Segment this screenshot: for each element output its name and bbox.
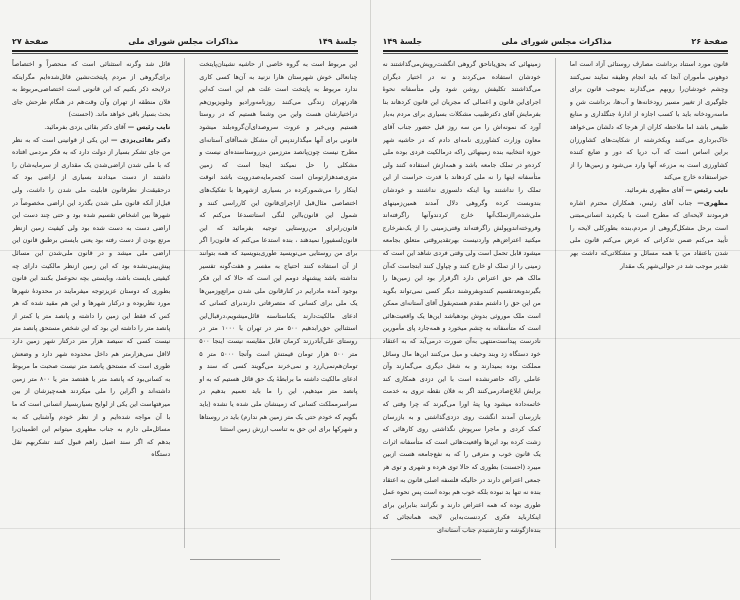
scan-artifact-line xyxy=(0,250,740,251)
page-26 xyxy=(370,0,740,600)
speech xyxy=(12,134,170,461)
paragraph: این مربوط است به گروه خاصی از حاشیه نشینان‌پایتخت چنانعالی خوش شهرستان هارا نزنید به آن‌ها کسی کاری ندارد مربوط به پایتخت است علت هم این است که‌این هادرتهران زندگی می‌کنند روزنامه‌ورادیو وتلویزیون‌هم دراختیارشان هست واین من وشما هستیم که در روستا هستیم وبی‌خبر و عروت سروصدای‌آن‌گروه‌بلند میشود قانونی برای آنها میگذارندپس آن مشکل شماآقای آستانه‌ای مطرح نیست چون‌پانصد مترزمین درروستاسنده‌ای نیست و مشکلی را حل نمیکند اینجا است که زمین متری‌صدهزارتومان است کجمرمایه‌صدروپت باشد انوقت اینکار را می‌شمورکرده در بسیاری ازشهرها با تفکیک‌های اختصاصی مثال‌قبل ازاجرای‌قانون این کارراسی کنند و شمول این قانون‌بااین لنگی استاتسدعا می‌کنم که قانون‌رابرای من‌روستایی توجیه بفرمائید که این قانون‌لسفیورا نمیدهند ، بنده استدعا می‌کنم که قانون‌را اگر برای من روستایی می‌نویسید طوری‌بنویسید که همه بتوانند از آن استفاده کنند احتیاج به مفسر و هفت‌گونه تفسیر نداشته باشد پیشنهاد دومم این است که حالا که این فکر بوجود آمده مادرایم در کنارقانون ملی شدن مراتع‌وزمین‌ها یک ملی برای کسانی که متصرفاتی دارند‌برای کسانی که ادعای مالکیت‌دارند یکناستاسنه قائل‌میشویم‌،درقبال‌این استثنااین حق‌رابدهیم ۵۰۰ متر در تهران یا ۱۰۰۰ متر در روستای علی‌آبادرزند کرمان قابل مقایسه نیست اینجا ۵۰۰ متر ۵۰۰ هزار تومان قیمتش است وآنجا ۵۰۰۰ متر ۵ تومان‌هم‌نمی‌ارزد و نمی‌خرند می‌گویند کسی که سند و ادعای مالکیت داشته ما برابطهٔ یک حق قائل هستیم که به او پانصد متر میدهیم، این را ما باید تعمیم بدهیم در سراسرمملکت کسانی که زمینشان ملی شده یا نشده (باید بگویم که خودم حتی یک متر زمین هم ندارم) باید در روستاها و شهرکها برای این حق به تناسب ارزش زمین استثنا xyxy=(199,60,358,434)
header-rule xyxy=(12,50,358,52)
speech xyxy=(570,197,728,273)
page-header xyxy=(383,34,729,48)
column-divider xyxy=(184,58,185,548)
paragraph: قانون مورد استناد برداشت مصارف روستائی آزاد است اما دوهونی مأموران آنجا که باید انجام وظیفه نمایند نمی‌کنند وچشم خودشان‌را روبهم می‌گذارند بموجب قانون برای جلوگیری از تغییر مسیر رودخانه‌ها و آب‌ها، برداشت شن و ماسه‌رودخانه باید با کسب اجازه از ادارهٔ جنگلداری و منابع طبیعی باشد اما ملاحظه کاران از هرجا که دلشان می‌خواهد خاک‌برداری می‌کنند ویکخرشته از شکایت‌های کشاورزان براین اساس است که آب دریا که دور و ضایع کننده کشاورزی است به مزرعه آنها وارد می‌شود و زمین‌ها را از حیزاستفاده خارج می‌کند xyxy=(569,60,728,182)
header-rule xyxy=(383,50,729,52)
header-rule-thin xyxy=(12,53,358,54)
footer-rule xyxy=(391,559,481,560)
text-column-right xyxy=(570,58,728,548)
speech-text: جناب آقای رئیس، همکاران محترم اشاره فرمودند لایحه‌ای که مطرح است با یکم‌دید انسانی‌مبتنی است برحل مشکل‌گروهی از مردم،بنده بطورکلی لایحه را تأیید می‌کنم ضمن تذکراتی که عرض می‌کنم قانون ملی شدن باعتقاد من با همه مسائل و مشکلاتی‌که داشت بهر تقدیر موجب شد در حوالی‌شهر یک مقدار xyxy=(569,198,728,270)
page-number: صفحهٔ ۲۷ xyxy=(12,36,49,46)
speaker-name: دکتر بقائی‌یزدی — xyxy=(111,135,171,144)
scan-artifact-line xyxy=(0,528,740,529)
text-columns xyxy=(12,58,358,548)
paragraph: زمینهائی که بحق‌یاناحق گروهی انگشت‌رویش‌می‌گذاشتند نه خودشان استفاده می‌کردند و نه در اختیار دیگران می‌گذاشتند تکلیفش روشن شود ولی متأسفانه نحوهٔ اجرای‌این قانون و اعمالی که مجریان این قانون کردهاند بنا بفرمایش آقای دکترطبیب مشکلات بسیاری برای مردم به‌بار آورد که نمونه‌اش را من سه روز قبل حضور جناب آقای معاون وزارت کشاورزی نامه‌ای دادم که در حاشیه شهر حوزه انتخابیه بنده زمینهائی راکه درمالکیت فردی بوده ملی کرده‌و در تملک جامعه باشد و همه‌ازش استفاده کنند ولی متأسفانه اینها را نه ملی کردهاند با قدرت حراست از این تملک را نداشتند ویا اینکه دلسوزی نداشتند و خودشان بندوبست کرده وگروهی دلال آمدند همین‌زمینهای ملی‌شده‌راازتملک‌آنها خارج کردندوآنها راگرفته‌اند وفروخته‌اندوپولش راگرفته‌اند وقتی‌زمینی را از یک‌نفرخارج میکنید اعتراض‌هم واردنیست بهرتقدیروقتی متعلق بجامعه میشود قابل تحمل است ولی وقتی فردی شاهد این است که زمینی را از تملک او خارج کنند و چپاول کنند ابتجاست که‌آن مالک هم حق اعتراض دارد اگرقرار بود این زمین‌ها را بگیرندوبعدتقسیم کنندوبفروشند دیگر کسی نمی‌تواند بگوید من این حق را داشتم مقدم هستم‌بقول آقای آستانه‌ای ممکن است ملک موروثی بدوش بودهباشد این‌ها یک واقعیت‌هائی است که متأسفانه به چشم میخورد و همه‌جارد پای مأمورین نادرست پیداست‌منتهی به‌آن صورت درمی‌آید که به اعتقاد خود دستگاه زد وبند وحیف و میل می‌کنند این‌ها مال وسائل مملکت بوده بمیدارند و به شغل دیگری می‌گمارند وآن عاملی راکه حاضرنشده است با این دزدی همکاری کند برایش ابلاغ‌صادرمی‌کنند اگر به فلان نقطه تروی به خدمت خاتمه‌داده میشود ویا پتهٔ اورا می‌گیرند که چرا وقتی که بازرسان آمدند انگشت روی دزدی‌گذاشتی و به بازرسان کمک کردی و ماجرا سرپوش نگذاشتی روی کارهائی که زشت کرده بود این‌ها واقعیت‌هائی است که متأسفانه اثرات یک قانون خوب و مترقی را که به نفع‌جامعه هست ازبین میبرد (احسنت) بطوری که حالا توی هرده و شهری و توی هر جمعی اعتراض دارند در حالیکه فلسفه اصلی قانون به اعتقاد بنده نه تنها بد نبوده بلکه خوب هم بوده است پس نحوه عمل طوری بوده که همه اعتراض دارند و نگرانند بنابراین برای اینکارباید فکری کردنست‌به‌این لایحه همانجائی که بنده‌ازگوشه و تنارشنیدم جناب آستانه‌ای xyxy=(382,60,541,534)
page-number: صفحهٔ ۲۶ xyxy=(691,36,728,46)
column-divider xyxy=(555,58,556,548)
session-number: جلسهٔ ۱۴۹ xyxy=(382,36,422,46)
speech-text: این یکی از قوانینی است که به نظر من جای تشکر بسیار از دولت دارد که به فکر مردمی افتاده که با ملی شدن اراضی‌شدن یک مقداری از سرمایه‌شان را داشتند از دست میدادند بسیاری از اراضی بود که درحقیقت‌از نظرقانون قابلیت ملی شدن را داشت، ولی قبل‌از آنکه قانون ملی شدن بگذرد این اراضی مخصوصاً در شهرها بین اشخاص تقسیم شده بود و حتی چند دست این اراضی دست به دست شده بود ولی کیفیت زمین ازنظر مرتع بودن از دست رفته بود یعنی بایستی برطبق قانون این اراضی ملی میشد و در قانون ملی‌شدن این مسائل پیش‌بینی‌نشده بود که این زمین ازنظر مالکیت دارای چه کیفیتی بایست باشد، وبایستی بچه نحوعمل بکنند این قانون بطوری که دوستان عزیزتوجه میفرمایند در محدودهٔ شهرها مورد نظربوده و درکنار شهرها و این هم مقید شده که هر کس که فقط این زمین را داشته و پانصد متر یا کمتر از پانصد متر را داشته این بود که این شخص مستحق پانصد متر نیست کسی که سیصد هزار متر درکنار شهر زمین دارد لااقل سی‌هزارمتر هم داخل محدوده شهر دارد و وضعش طوری است که مستحق پانصد متر نیست صحبت ما مربوط به کسانی‌بود که پانصد متر یا هفتصد متر یا ۸۰۰ متر زمین داشته‌اند و اگراین را ملی میکردند همه‌چیزشان از بین میرفتهاست این یکی از لوایح بسیاربسیار انسانی است که ما با آن مواجه شده‌ایم و از نظر خودم وآشنایی که به مسائل‌ملی دارم به جناب مظهری میتوانم این اطمینان‌را بدهم که اگر سند اصیل راهم قبول کنند تشکربهم نقل دستگاه xyxy=(12,135,171,459)
paragraph: قائل شد وگرنه استثنائی است که منحصراً و اختصاصاً برای‌گروهی از مردم پایتخت‌نشین قائل‌شده‌ایم مگراینکه درلایحه ذکر بکنیم که این قانونی است اختصاصی‌مربوط به فلان منطقه از تهران وآن وقت‌هم در هنگام طرحش جای بحث بسیار باقی خواهد ماند. (احسنت) xyxy=(12,60,171,119)
text-column-left xyxy=(383,58,541,548)
page-header xyxy=(12,34,358,48)
session-number: جلسهٔ ۱۴۹ xyxy=(318,36,358,46)
running-title: مذاکرات مجلس شورای ملی xyxy=(501,36,612,46)
speaker-name: نایب رئیس — xyxy=(685,185,728,194)
speech-text: آقای دکتر بقائی یزدی بفرمائید. xyxy=(44,122,126,131)
text-column-left xyxy=(12,58,170,548)
speech xyxy=(12,121,170,134)
speech xyxy=(570,184,728,197)
text-columns xyxy=(383,58,729,548)
header-rule-thin xyxy=(383,53,729,54)
footer-rule xyxy=(190,559,280,560)
scan-artifact-line xyxy=(0,338,740,339)
speaker-name: مظهری— xyxy=(697,198,728,207)
speech-text: آقای مظهری بفرمائید. xyxy=(624,185,684,194)
text-column-right xyxy=(199,58,357,548)
running-title: مذاکرات مجلس شورای ملی xyxy=(128,36,239,46)
speaker-name: نایب رئیس — xyxy=(127,122,171,131)
